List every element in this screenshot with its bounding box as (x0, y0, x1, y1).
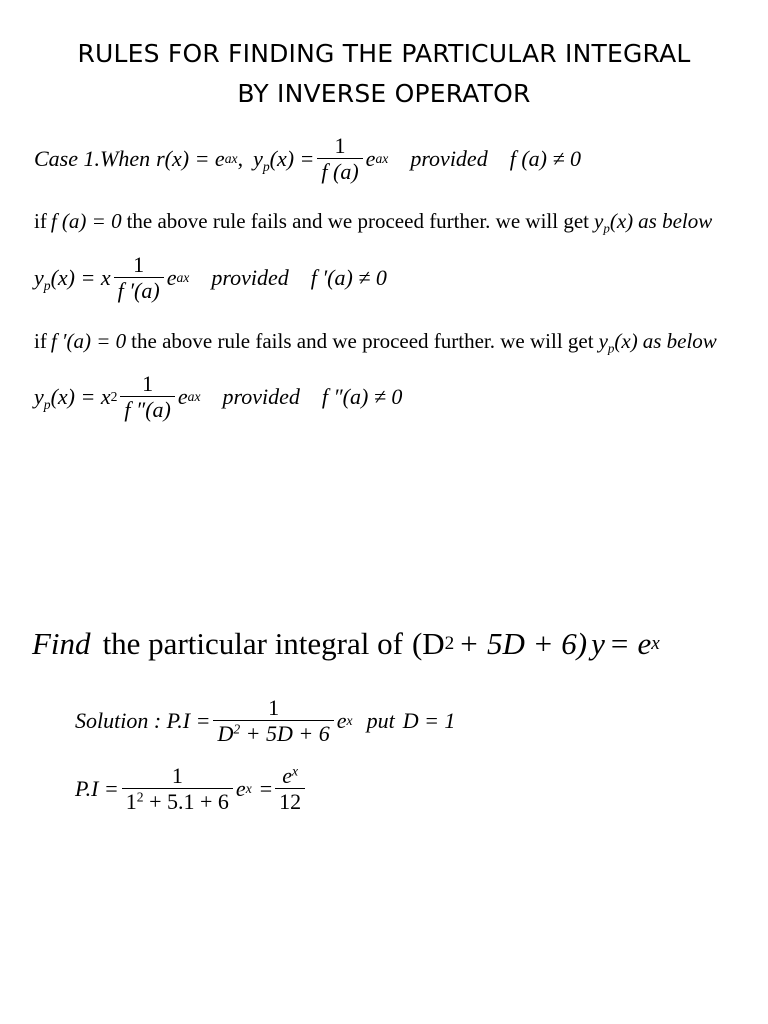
slide-title (0, 34, 768, 114)
case1-frac-num: 1 (334, 133, 346, 158)
solution-frac-num: 1 (268, 695, 280, 720)
solution-e: e (336, 708, 347, 734)
solution-put-eq: D = 1 (402, 708, 456, 734)
solution-label: Solution : P.I = (75, 708, 211, 734)
pi-res-e: e (282, 763, 293, 788)
if2-prefix: if (34, 329, 47, 353)
problem-mid: + 5D + 6) (458, 626, 588, 661)
pi-frac-den (122, 788, 233, 814)
if-line-1 (34, 209, 712, 234)
if-line-2 (34, 329, 717, 354)
if2-text: the above rule fails and we proceed further. we will get (131, 329, 594, 353)
problem-statement: Find the particular integral of (D 2 + 5D + 6) y = e x (32, 626, 660, 661)
problem-text: the particular integral of (102, 626, 403, 661)
if2-cond: f ′(a) = 0 (50, 329, 127, 353)
rule3-lhs: (x) = x (50, 384, 111, 410)
if1-suffix: as below (638, 209, 713, 233)
pi-den-exp: 2 (136, 789, 144, 805)
rule3-fraction (120, 372, 174, 422)
pi-res-num (278, 764, 302, 788)
solution-frac-den (213, 720, 333, 746)
pi-label: P.I = (75, 776, 119, 802)
problem-eq: = e (608, 626, 652, 661)
if1-prefix: if (34, 209, 47, 233)
rule2-provided: provided (211, 265, 289, 291)
if2-yp-symbol: $y_p$ (598, 329, 615, 356)
pi-res-exp: x (292, 763, 299, 779)
rule2-frac-den: f ′(a) (114, 277, 164, 303)
rule2-condition: f ′(a) ≠ 0 (310, 265, 387, 291)
pi-formula: P.I = $\frac{1}{1^2 + 5.1 + 6}$ e x = $\frac{e^x}{12}$ (75, 764, 308, 814)
rule2-formula: $y_p$ (x) = x $\frac{1}{f '(a)}$ e ax provided f ′(a) ≠ 0 (34, 252, 387, 304)
rule3-e: e (177, 384, 188, 410)
if1-text: the above rule fails and we proceed further. we will get (126, 209, 589, 233)
solution-formula: Solution : P.I = $\frac{1}{D^2 + 5D + 6}$ e x put D = 1 (75, 695, 456, 747)
case1-yp-symbol: $y_p$ (253, 146, 270, 174)
case1-rx: r(x) = e (156, 146, 225, 172)
pi-den-b: + 5.1 + 6 (149, 789, 229, 815)
pi-e: e (235, 776, 246, 802)
case1-e: e (365, 146, 376, 172)
rule3-frac-den: f ″(a) (120, 396, 174, 422)
title-line-2: BY INVERSE OPERATOR (237, 79, 531, 108)
problem-find: Find (32, 626, 91, 661)
pi-res-den: 12 (275, 788, 305, 814)
rule3-provided: provided (222, 384, 300, 410)
case1-formula: Case 1.When r(x) = e ax , $y_p$ (x) = $\frac{1}{f (a)}$ e ax provided f (a) ≠ 0 (34, 133, 582, 185)
if2-suffix: as below (642, 329, 717, 353)
rule2-yp-symbol: $y_p$ (34, 265, 51, 293)
rule2-e: e (166, 265, 177, 291)
if1-yp-symbol: $y_p$ (593, 209, 610, 236)
case1-fraction (317, 134, 362, 184)
pi-eq: = (259, 776, 273, 802)
case1-condition: f (a) ≠ 0 (509, 146, 582, 172)
rule3-frac-num: 1 (142, 371, 154, 396)
solution-fraction (213, 696, 333, 746)
pi-den-a: 1 (125, 789, 137, 815)
solution-den-exp: 2 (233, 721, 241, 737)
case1-provided: provided (410, 146, 488, 172)
solution-put: put (366, 708, 395, 734)
pi-result-fraction (275, 764, 305, 814)
if1-yp: (x) (609, 209, 634, 233)
if1-cond: f (a) = 0 (50, 209, 122, 233)
rule2-fraction (114, 253, 164, 303)
pi-frac-num: 1 (171, 763, 183, 788)
if2-yp: (x) (614, 329, 638, 353)
rule3-formula: $y_p$ (x) = x 2 $\frac{1}{f ''(a)}$ e ax provided f ″(a) ≠ 0 (34, 371, 403, 423)
title-line-1: RULES FOR FINDING THE PARTICULAR INTEGRAL (77, 39, 691, 68)
case1-frac-den: f (a) (317, 158, 362, 184)
rule2-lhs: (x) = x (50, 265, 111, 291)
pi-fraction (122, 764, 233, 814)
rule3-yp-symbol: $y_p$ (34, 384, 51, 412)
rule2-frac-num: 1 (133, 252, 145, 277)
problem-lhs-open: (D (411, 626, 445, 661)
case1-label: Case 1.When (34, 146, 151, 172)
rule3-condition: f ″(a) ≠ 0 (321, 384, 403, 410)
case1-comma: , (237, 146, 244, 172)
solution-den-a: D (217, 721, 234, 747)
problem-y: y (591, 626, 605, 661)
case1-yp-lhs: (x) = (269, 146, 315, 172)
solution-den-b: + 5D + 6 (245, 721, 330, 747)
